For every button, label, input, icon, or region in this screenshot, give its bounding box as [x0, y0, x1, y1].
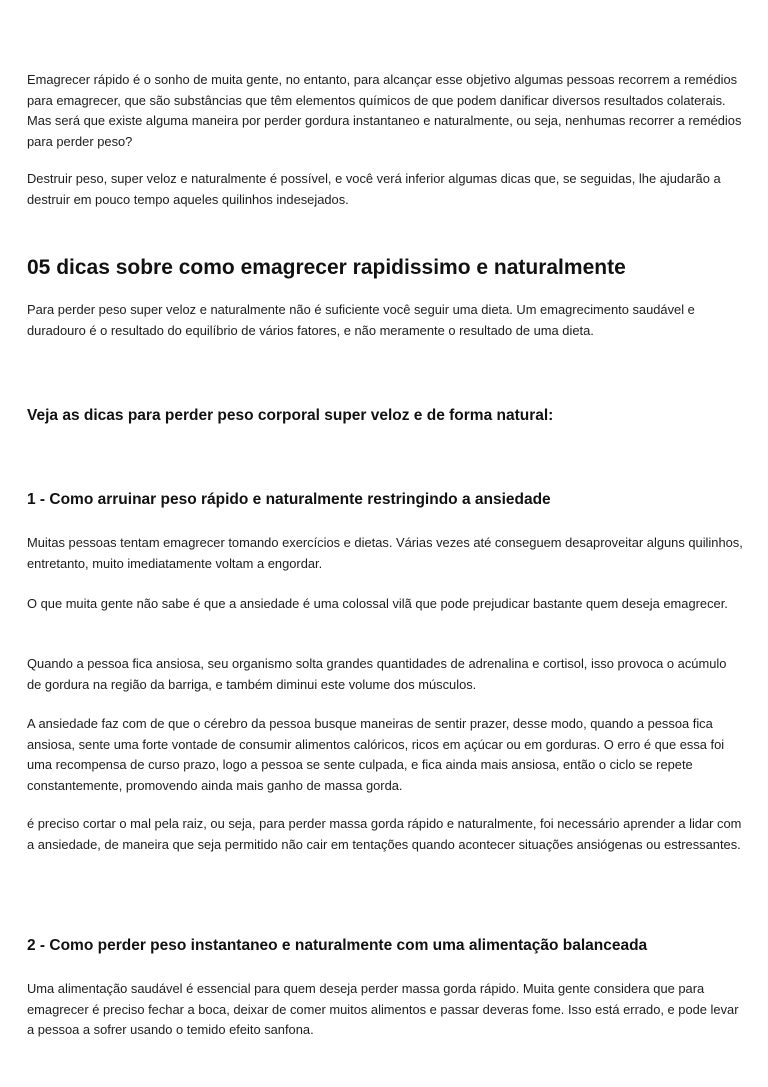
tip1-paragraph-1: Muitas pessoas tentam emagrecer tomando exercícios e dietas. Várias vezes até conseguem desaproveitar alguns quilinhos, entretanto, muito imediatamente voltam a engordar.	[27, 535, 743, 571]
intro-paragraph-1: Emagrecer rápido é o sonho de muita gente, no entanto, para alcançar esse objetivo algumas pessoas recorrem a remédios para emagrecer, que são substâncias que têm elementos químicos de que podem danificar diversos resultados colaterais. Mas será que existe alguma maneira por perder gordura instantaneo e naturalmente, ou seja, nenhumas recorrer a remédios para perder peso?	[27, 72, 742, 150]
tip1-heading: 1 - Como arruinar peso rápido e naturalmente restringindo a ansiedade	[27, 491, 551, 508]
tip2-paragraph-1: Uma alimentação saudável é essencial para quem deseja perder massa gorda rápido. Muita gente considera que para emagrecer é preciso fechar a boca, deixar de comer muitos alimentos e passar deveras fome. Isso está errado, e pode levar a pessoa a sofrer usando o temido efeito sanfona.	[27, 981, 739, 1038]
tips-heading: Veja as dicas para perder peso corporal super veloz e de forma natural:	[27, 407, 554, 424]
tip2-heading: 2 - Como perder peso instantaneo e naturalmente com uma alimentação balanceada	[27, 937, 648, 954]
tip1-paragraph-4: A ansiedade faz com de que o cérebro da pessoa busque maneiras de sentir prazer, desse modo, quando a pessoa fica ansiosa, sente uma forte vontade de consumir alimentos calóricos, ricos em açúcar ou em gorduras. O erro é que essa foi uma recompensa de curso prazo, logo a pessoa se sente culpada, e fica ainda mais ansiosa, então o ciclo se repete constantemente, promovendo ainda mais ganho de massa gorda.	[27, 716, 725, 794]
intro-paragraph-2: Destruir peso, super veloz e naturalmente é possível, e você verá inferior algumas dicas que, se seguidas, lhe ajudarão a destruir em pouco tempo aqueles quilinhos indesejados.	[27, 171, 721, 207]
main-paragraph-1: Para perder peso super veloz e naturalmente não é suficiente você seguir uma dieta. Um emagrecimento saudável e duradouro é o resultado do equilíbrio de vários fatores, e não meramente o resultado de uma dieta.	[27, 302, 695, 338]
tip1-paragraph-2: O que muita gente não sabe é que a ansiedade é uma colossal vilã que pode prejudicar bastante quem deseja emagrecer.	[27, 596, 728, 611]
main-heading: 05 dicas sobre como emagrecer rapidissimo e naturalmente	[27, 256, 626, 279]
tip1-paragraph-5: é preciso cortar o mal pela raiz, ou seja, para perder massa gorda rápido e naturalmente, foi necessário aprender a lidar com a ansiedade, de maneira que seja permitido não cair em tentações quando acontecer situações ansiógenas ou estressantes.	[27, 816, 742, 852]
tip1-paragraph-3: Quando a pessoa fica ansiosa, seu organismo solta grandes quantidades de adrenalina e cortisol, isso provoca o acúmulo de gordura na região da barriga, e também diminui este volume dos músculos.	[27, 656, 727, 692]
